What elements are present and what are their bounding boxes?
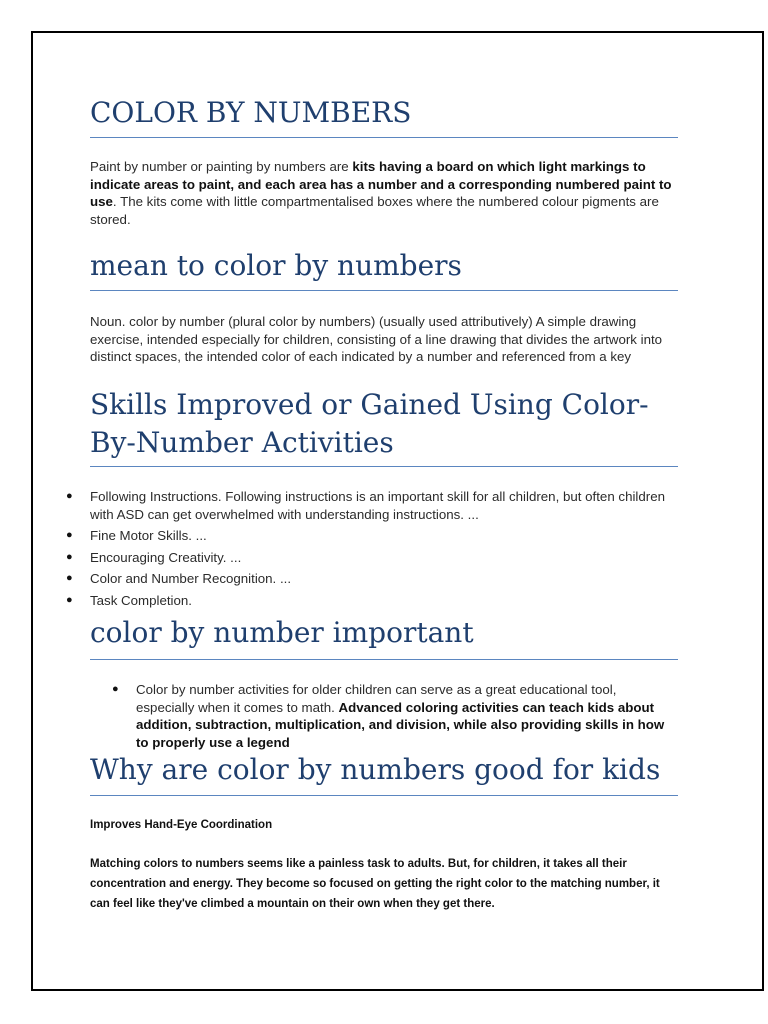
page-title: COLOR BY NUMBERS <box>90 96 412 129</box>
importance-list <box>112 681 678 751</box>
section-heading-skills: Skills Improved or Gained Using Color-By-Number Activities <box>90 388 649 459</box>
list-item: ● Fine Motor Skills. ... <box>66 528 207 543</box>
section-heading-importance: color by number important <box>90 616 474 649</box>
benefit-subheading: Improves Hand-Eye Coordination <box>90 819 273 831</box>
skills-list <box>66 488 678 609</box>
heading-rule <box>90 659 678 660</box>
list-item: ● Encouraging Creativity. ... <box>66 549 242 565</box>
list-item: ● Color by number activities for older children can serve as a great educational tool, especially when it comes to math. Advanced coloring activities can teach kids about addition, subtraction, multiplication, and division, while also providing skills in how to properly use a legend <box>112 682 665 750</box>
benefit-paragraph: Matching colors to numbers seems like a painless task to adults. But, for children, it takes all their concentration and energy. They become so focused on getting the right color to the matching number, it can feel like they've climbed a mountain on their own when they get there. <box>90 858 660 910</box>
heading-rule <box>90 795 678 796</box>
bullet-icon: ● <box>66 572 73 584</box>
bullet-icon: ● <box>66 593 73 606</box>
list-item: ● Following Instructions. Following instructions is an important skill for all children, but often children with ASD can get overwhelmed with understanding instructions. ... <box>66 489 665 522</box>
heading-rule <box>90 466 678 467</box>
bullet-icon: ● <box>66 529 73 541</box>
meaning-paragraph: Noun. color by number (plural color by numbers) (usually used attributively) A simple drawing exercise, intended especially for children, consisting of a line drawing that divides the artwork into distinct spaces, the intended color of each indicated by a number and referenced from a key <box>90 314 663 364</box>
intro-paragraph: Paint by number or painting by numbers are kits having a board on which light markings to indicate areas to paint, and each area has a number and a corresponding numbered paint to use. The kits come with little compartmentalised boxes where the numbered colour pigments are stored. <box>90 159 672 227</box>
list-item: ● Task Completion. <box>66 592 192 608</box>
section-heading-benefits: Why are color by numbers good for kids <box>90 753 661 786</box>
bullet-icon: ● <box>66 550 73 563</box>
list-item: ● Color and Number Recognition. ... <box>66 571 292 586</box>
section-heading-meaning: mean to color by numbers <box>90 249 462 282</box>
heading-rule <box>90 137 678 138</box>
bullet-icon: ● <box>112 683 119 695</box>
heading-rule <box>90 290 678 291</box>
bullet-icon: ● <box>66 490 73 502</box>
